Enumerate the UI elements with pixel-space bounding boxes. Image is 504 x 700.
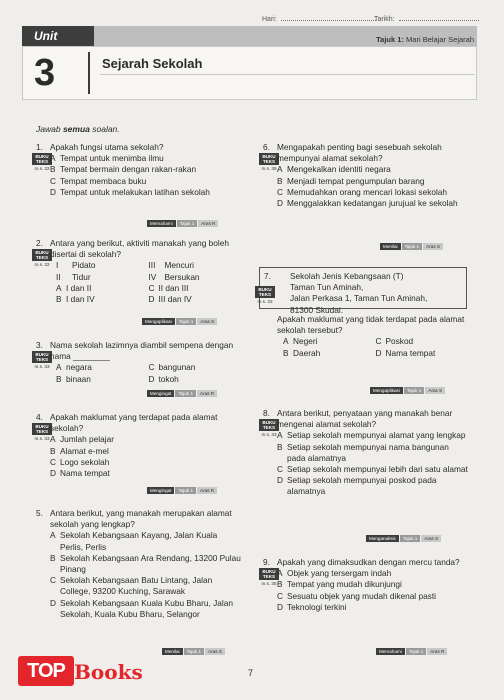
question-6: BUKU TEKS m.s. 35 6. Mengapakah penting bagi sesebuah sekolah mempunyai alamat sekolah? A Mengekalkan identiti negara B Menjadi tempat pengumpulan barang C Memudahkan orang mencari lokasi sekolah D Menggalakkan kedatangan jurujual ke sekolah — [263, 142, 468, 209]
option-d[interactable]: D Nama tempat — [375, 347, 436, 358]
question-4: BUKU TEKS m.s. 33 4. Apakah maklumat yang terdapat pada alamat sekolah? A Jumlah pelajar B Alamat e-mel C Logo sekolah D Nama tempat — [36, 412, 241, 479]
option-b[interactable]: B Setiap sekolah mempunyai nama bangunan pada alamatnya — [277, 441, 449, 463]
option-c[interactable]: C Tempat membaca buku — [50, 175, 147, 186]
option-d[interactable]: D III dan IV — [148, 294, 192, 305]
option-c[interactable]: C Sesuatu objek yang mudah dikenal pasti — [277, 590, 436, 601]
skill-tags: Menganalisis Tajuk 1 Aras S — [366, 535, 441, 542]
chapter-divider — [88, 52, 90, 94]
option-a[interactable]: A Setiap sekolah mempunyai alamat yang lengkap — [277, 430, 466, 441]
option-a[interactable]: A Jumlah pelajar — [50, 434, 114, 445]
option-b[interactable]: B Tempat bermain dengan rakan-rakan — [50, 164, 197, 175]
textbook-tag: BUKU TEKS m.s. 33 — [259, 419, 279, 437]
option-b[interactable]: B Alamat e-mel — [50, 445, 109, 456]
question-7: Apakah maklumat yang tidak terdapat pada alamat sekolah tersebut? A Negeri C Poskod B Daerah D Nama tempat — [263, 314, 468, 359]
option-b[interactable]: B Tempat yang mudah dikunjungi — [277, 579, 402, 590]
option-b[interactable]: B Menjadi tempat pengumpulan barang — [277, 175, 425, 186]
logo-books: Books — [74, 660, 143, 684]
question-5: 5. Antara berikut, yang manakah merupakan alamat sekolah yang lengkap? A Sekolah Kebangsaan Kayang, Jalan Kuala Perlis, Perlis B Sekolah Kebangsaan Ara Rendang, 13200 Pulau Pinang C Sekolah Kebangsaan Batu Lintang, Jalan College, 93200 Kuching, Sarawak D Sekolah Kebangsaan Kuala Kubu Bharu, Jalan Sekolah, Kuala Kubu Bharu, Selangor — [36, 508, 241, 619]
option-d[interactable]: D Menggalakkan kedatangan jurujual ke sekolah — [277, 198, 458, 209]
instruction: Jawab semua soalan. — [36, 124, 120, 134]
option-c[interactable]: C Memudahkan orang mencari lokasi sekolah — [277, 186, 448, 197]
chapter-title: Sejarah Sekolah — [102, 56, 203, 71]
question-7-number: 7. — [264, 271, 271, 281]
topic-header: Tajuk 1: Mari Belajar Sejarah — [376, 35, 474, 44]
option-d[interactable]: D Teknologi terkini — [277, 601, 347, 612]
question-2: BUKU TEKS m.s. 32 2. Antara yang berikut, aktiviti manakah yang boleh disertai di sekolah? I Pidato III Mencuri II Tidur IV Bersukan A I dan II C II dan III B I dan IV D III dan IV — [36, 238, 241, 305]
textbook-tag: BUKU TEKS m.s. 32 — [32, 153, 52, 171]
question-1: BUKU TEKS m.s. 32 1. Apakah fungsi utama sekolah? A Tempat untuk menimba ilmu B Tempat bermain dengan rakan-rakan C Tempat membaca buku D Tempat untuk melakukan latihan sekolah — [36, 142, 241, 198]
option-d[interactable]: D Nama tempat — [50, 468, 110, 479]
option-c[interactable]: C Setiap sekolah mempunyai lebih dari satu alamat — [277, 464, 468, 475]
option-c[interactable]: C bangunan — [148, 362, 196, 373]
option-a[interactable]: A Tempat untuk menimba ilmu — [50, 153, 164, 164]
textbook-tag: BUKU TEKS m.s. 35 — [259, 568, 279, 586]
hari-field: Hari: — [262, 14, 376, 23]
unit-label: Unit — [22, 26, 94, 46]
skill-tags: Mengingat Tajuk 1 Aras R — [147, 390, 217, 397]
option-d[interactable]: D Setiap sekolah mempunyai poskod pada alamatnya — [277, 475, 437, 497]
chapter-number: 3 — [34, 52, 56, 94]
skill-tags: Menilai Tajuk 1 Aras S — [380, 243, 443, 250]
option-c[interactable]: C Sekolah Kebangsaan Batu Lintang, Jalan College, 93200 Kuching, Sarawak — [50, 575, 213, 597]
option-a[interactable]: A negara — [56, 362, 92, 373]
topbooks-logo — [18, 652, 143, 692]
option-c[interactable]: C Logo sekolah — [50, 456, 110, 467]
question-8: BUKU TEKS m.s. 33 8. Antara berikut, penyataan yang manakah benar mengenai alamat sekolah? A Setiap sekolah mempunyai alamat yang lengkap B Setiap sekolah mempunyai nama bangunan pada alamatnya C Setiap sekolah mempunyai lebih dari satu alamat D Setiap sekolah mempunyai poskod pada alamatnya — [263, 408, 468, 498]
skill-tags: Mengaplikasi Tajuk 1 Aras S — [142, 318, 217, 325]
textbook-tag: BUKU TEKS m.s. 33 — [32, 351, 52, 369]
option-a[interactable]: A Negeri — [283, 336, 318, 347]
skill-tags: Mengaplikasi Tajuk 1 Aras S — [370, 387, 445, 394]
textbook-tag: BUKU TEKS m.s. 33 — [32, 423, 52, 441]
chapter-rule — [100, 74, 475, 75]
option-c[interactable]: C II dan III — [148, 282, 189, 293]
page-number: 7 — [248, 668, 254, 678]
textbook-tag: BUKU TEKS m.s. 32 — [32, 249, 52, 267]
skill-tags: Mengingat Tajuk 1 Aras R — [147, 487, 217, 494]
option-b[interactable]: B I dan IV — [56, 294, 95, 305]
skill-tags: Menilai Tajuk 1 Aras S — [162, 648, 225, 655]
option-d[interactable]: D tokoh — [148, 373, 179, 384]
option-a[interactable]: A Mengekalkan identiti negara — [277, 164, 391, 175]
address-box: 7. Sekolah Jenis Kebangsaan (T) Taman Tun Aminah, Jalan Perkasa 1, Taman Tun Aminah, 81300 Skudai. — [259, 267, 467, 309]
textbook-tag: BUKU TEKS m.s. 33 — [255, 286, 275, 304]
logo-top: TOP — [18, 656, 74, 686]
skill-tags: Memahami Tajuk 1 Aras R — [376, 648, 447, 655]
question-9: BUKU TEKS m.s. 35 9. Apakah yang dimaksudkan dengan mercu tanda? A Objek yang tersergam indah B Tempat yang mudah dikunjungi C Sesuatu objek yang mudah dikenal pasti D Teknologi terkini — [263, 557, 468, 613]
option-a[interactable]: A I dan II — [56, 282, 92, 293]
option-b[interactable]: B Daerah — [283, 347, 321, 358]
textbook-tag: BUKU TEKS m.s. 35 — [259, 153, 279, 171]
skill-tags: Memahami Tajuk 1 Aras R — [147, 220, 218, 227]
option-b[interactable]: B Sekolah Kebangsaan Ara Rendang, 13200 Pulau Pinang — [50, 552, 241, 575]
tarikh-field: Tarikh: — [374, 14, 479, 23]
option-a[interactable]: A Objek yang tersergam indah — [277, 568, 392, 579]
question-3: BUKU TEKS m.s. 33 3. Nama sekolah lazimnya diambil sempena dengan nama ________ A negara C bangunan B binaan D tokoh — [36, 340, 241, 385]
chapter-box — [22, 46, 477, 100]
option-d[interactable]: D Sekolah Kebangsaan Kuala Kubu Bharu, Jalan Sekolah, Kuala Kubu Bharu, Selangor — [50, 597, 233, 619]
option-b[interactable]: B binaan — [56, 373, 91, 384]
option-a[interactable]: A Sekolah Kebangsaan Kayang, Jalan Kuala Perlis, Perlis — [50, 530, 218, 552]
option-d[interactable]: D Tempat untuk melakukan latihan sekolah — [50, 186, 210, 197]
option-c[interactable]: C Poskod — [375, 336, 414, 347]
